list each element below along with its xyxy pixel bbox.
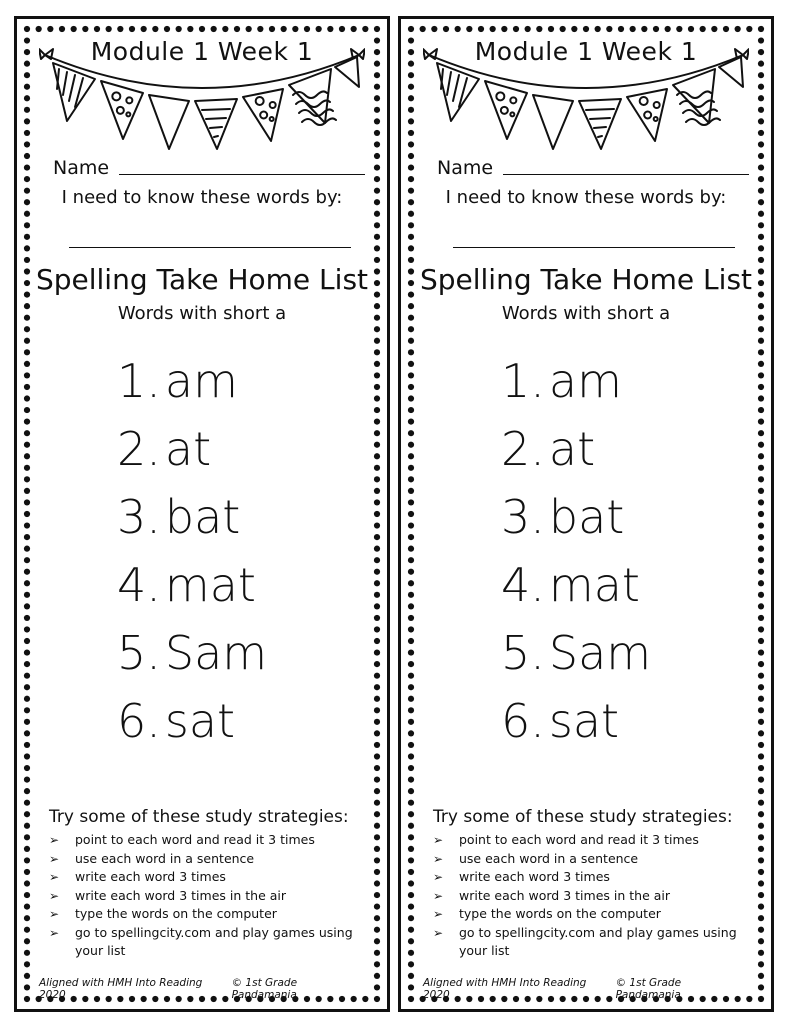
word-item bbox=[501, 347, 651, 415]
arrow-bullet-icon: ➢ bbox=[49, 925, 60, 940]
name-field bbox=[53, 157, 365, 179]
word-text: Sam bbox=[164, 626, 268, 680]
word-number: 5. bbox=[117, 626, 161, 680]
strategies-heading: Try some of these study strategies: bbox=[49, 807, 349, 827]
strategy-text: go to spellingcity.com and play games using your list bbox=[75, 924, 353, 958]
card-footer bbox=[39, 977, 365, 1001]
word-text: sat bbox=[164, 694, 236, 748]
word-item bbox=[117, 415, 267, 483]
word-number: 2. bbox=[117, 422, 161, 476]
strategies-heading: Try some of these study strategies: bbox=[433, 807, 733, 827]
arrow-bullet-icon: ➢ bbox=[433, 833, 444, 847]
arrow-bullet-icon: ➢ bbox=[49, 907, 60, 921]
word-number: 1. bbox=[117, 354, 161, 408]
footer-aligned-text: Aligned with HMH Into Reading 2020 bbox=[423, 977, 587, 1001]
footer-copyright: © 1st Grade Pandamania bbox=[231, 977, 298, 1001]
card-footer bbox=[423, 977, 749, 1001]
strategies-list bbox=[49, 831, 369, 961]
strategy-text: point to each word and read it 3 times bbox=[75, 832, 315, 847]
arrow-bullet-icon: ➢ bbox=[49, 851, 60, 866]
strategy-item bbox=[49, 905, 369, 924]
word-text: bat bbox=[548, 490, 625, 544]
card-title: Module 1 Week 1 bbox=[90, 37, 314, 66]
arrow-bullet-icon: ➢ bbox=[49, 888, 60, 903]
word-list bbox=[501, 347, 651, 755]
list-subheading: Words with short a bbox=[117, 303, 287, 324]
arrow-bullet-icon: ➢ bbox=[433, 925, 444, 940]
strategy-item bbox=[49, 924, 369, 961]
word-number: 1. bbox=[501, 354, 545, 408]
word-text: mat bbox=[548, 558, 640, 612]
strategies-list bbox=[433, 831, 753, 961]
arrow-bullet-icon: ➢ bbox=[433, 870, 444, 884]
take-home-card-left bbox=[14, 16, 390, 1012]
arrow-bullet-icon: ➢ bbox=[49, 870, 60, 884]
name-label: Name bbox=[437, 157, 494, 179]
strategy-text: type the words on the computer bbox=[75, 906, 277, 921]
name-label: Name bbox=[53, 157, 110, 179]
strategy-text: type the words on the computer bbox=[459, 906, 661, 921]
word-text: at bbox=[164, 422, 212, 476]
strategy-item bbox=[433, 924, 753, 961]
word-item bbox=[501, 687, 651, 755]
word-item bbox=[501, 483, 651, 551]
word-number: 3. bbox=[117, 490, 161, 544]
strategy-item bbox=[49, 887, 369, 906]
footer-aligned-text: Aligned with HMH Into Reading 2020 bbox=[39, 977, 203, 1001]
strategy-text: write each word 3 times bbox=[75, 869, 226, 884]
strategy-item bbox=[49, 831, 369, 850]
due-date-label: I need to know these words by: bbox=[445, 187, 727, 208]
word-item bbox=[501, 619, 651, 687]
arrow-bullet-icon: ➢ bbox=[433, 888, 444, 903]
strategy-text: write each word 3 times in the air bbox=[75, 887, 286, 903]
name-line bbox=[503, 174, 749, 175]
strategy-item bbox=[49, 868, 369, 887]
list-heading: Spelling Take Home List bbox=[35, 263, 369, 296]
arrow-bullet-icon: ➢ bbox=[49, 833, 60, 847]
word-item bbox=[117, 551, 267, 619]
study-strategies bbox=[49, 807, 369, 961]
word-list bbox=[117, 347, 267, 755]
strategy-item bbox=[49, 850, 369, 869]
name-line bbox=[119, 174, 365, 175]
strategy-item bbox=[433, 850, 753, 869]
due-date-label: I need to know these words by: bbox=[61, 187, 343, 208]
word-text: at bbox=[548, 422, 596, 476]
word-number: 3. bbox=[501, 490, 545, 544]
strategy-item bbox=[433, 905, 753, 924]
arrow-bullet-icon: ➢ bbox=[433, 851, 444, 866]
study-strategies bbox=[433, 807, 753, 961]
word-text: am bbox=[164, 354, 238, 408]
word-number: 4. bbox=[501, 558, 545, 612]
word-number: 6. bbox=[501, 694, 545, 748]
word-item bbox=[501, 415, 651, 483]
list-heading: Spelling Take Home List bbox=[419, 263, 753, 296]
word-text: mat bbox=[164, 558, 256, 612]
word-item bbox=[501, 551, 651, 619]
list-subheading: Words with short a bbox=[501, 303, 671, 324]
word-item bbox=[117, 687, 267, 755]
strategy-item bbox=[433, 831, 753, 850]
footer-copyright: © 1st Grade Pandamania bbox=[615, 977, 682, 1001]
card-title: Module 1 Week 1 bbox=[474, 37, 698, 66]
word-item bbox=[117, 347, 267, 415]
name-field bbox=[437, 157, 749, 179]
word-number: 4. bbox=[117, 558, 161, 612]
word-text: sat bbox=[548, 694, 620, 748]
strategy-text: go to spellingcity.com and play games using your list bbox=[459, 924, 737, 958]
strategy-item bbox=[433, 887, 753, 906]
due-date-line bbox=[69, 247, 351, 248]
word-number: 6. bbox=[117, 694, 161, 748]
due-date-line bbox=[453, 247, 735, 248]
word-text: bat bbox=[164, 490, 241, 544]
strategy-item bbox=[433, 868, 753, 887]
word-item bbox=[117, 619, 267, 687]
arrow-bullet-icon: ➢ bbox=[433, 907, 444, 921]
strategy-text: use each word in a sentence bbox=[459, 850, 639, 866]
strategy-text: write each word 3 times in the air bbox=[459, 887, 670, 903]
word-number: 5. bbox=[501, 626, 545, 680]
word-number: 2. bbox=[501, 422, 545, 476]
strategy-text: point to each word and read it 3 times bbox=[459, 832, 699, 847]
word-item bbox=[117, 483, 267, 551]
strategy-text: use each word in a sentence bbox=[75, 850, 255, 866]
word-text: Sam bbox=[548, 626, 652, 680]
take-home-card-right bbox=[398, 16, 774, 1012]
word-text: am bbox=[548, 354, 622, 408]
strategy-text: write each word 3 times bbox=[459, 869, 610, 884]
